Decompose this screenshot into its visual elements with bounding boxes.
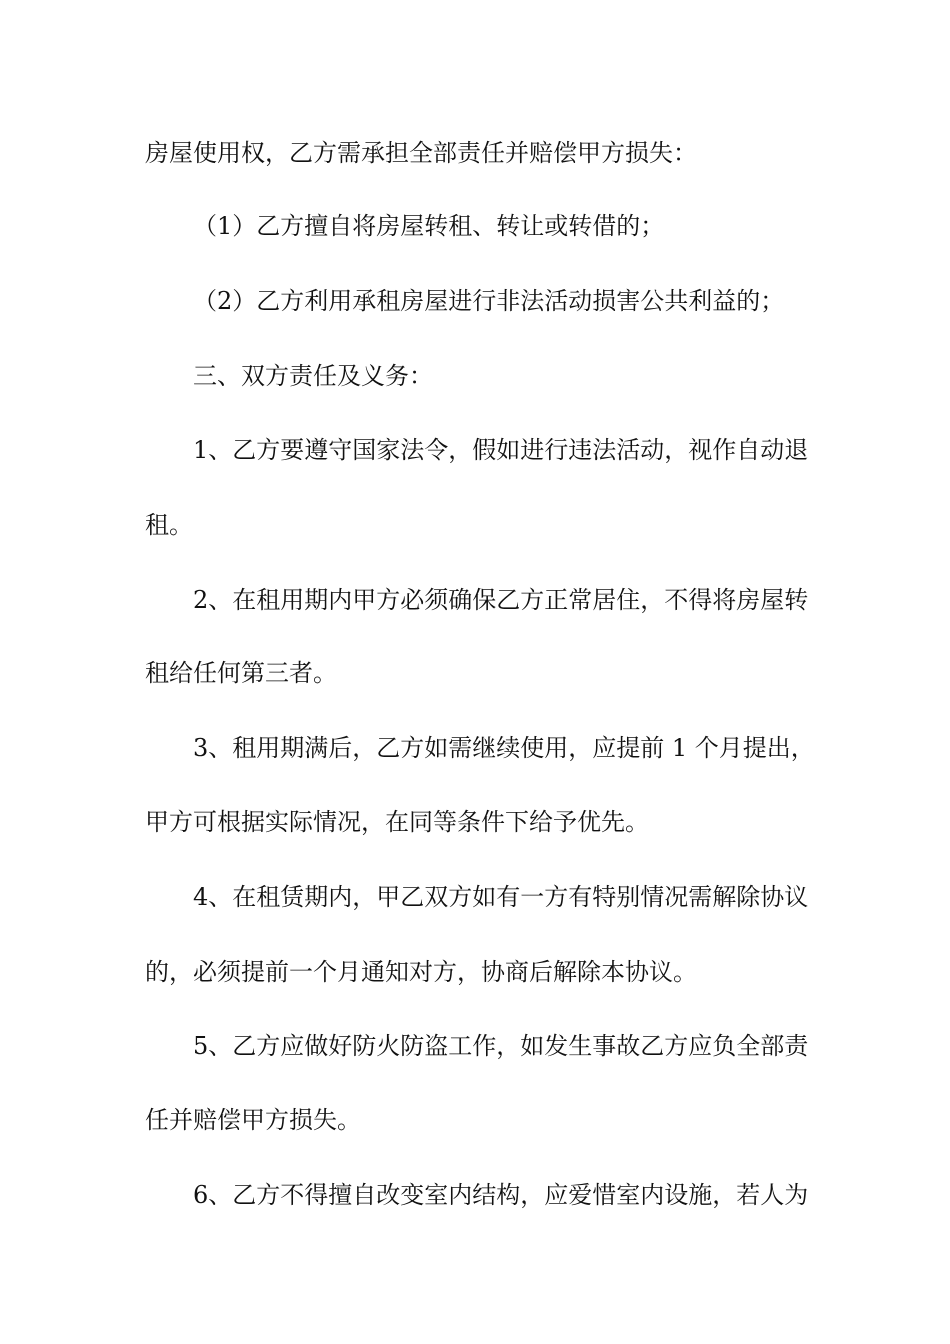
text-line: （2）乙方利用承租房屋进行非法活动损害公共利益的； — [193, 287, 785, 315]
text-line: 租。 — [145, 511, 193, 539]
text-line: 租给任何第三者。 — [145, 659, 337, 687]
text-line: 4、在租赁期内，甲乙双方如有一方有特别情况需解除协议 — [193, 883, 809, 911]
text-line: 5、乙方应做好防火防盗工作，如发生事故乙方应负全部责 — [193, 1032, 809, 1060]
text-line: 1、乙方要遵守国家法令，假如进行违法活动，视作自动退 — [193, 436, 809, 464]
text-line: 任并赔偿甲方损失。 — [145, 1106, 361, 1134]
text-line: 6、乙方不得擅自改变室内结构，应爱惜室内设施，若人为 — [193, 1181, 809, 1209]
text-line: 房屋使用权，乙方需承担全部责任并赔偿甲方损失： — [145, 139, 697, 167]
text-line: （1）乙方擅自将房屋转租、转让或转借的； — [193, 212, 665, 240]
section-heading: 三、双方责任及义务： — [193, 362, 433, 390]
text-line: 2、在租用期内甲方必须确保乙方正常居住，不得将房屋转 — [193, 586, 809, 614]
text-line: 的，必须提前一个月通知对方，协商后解除本协议。 — [145, 958, 697, 986]
text-line: 3、租用期满后，乙方如需继续使用，应提前 1 个月提出， — [193, 734, 815, 762]
text-line: 甲方可根据实际情况，在同等条件下给予优先。 — [145, 808, 649, 836]
